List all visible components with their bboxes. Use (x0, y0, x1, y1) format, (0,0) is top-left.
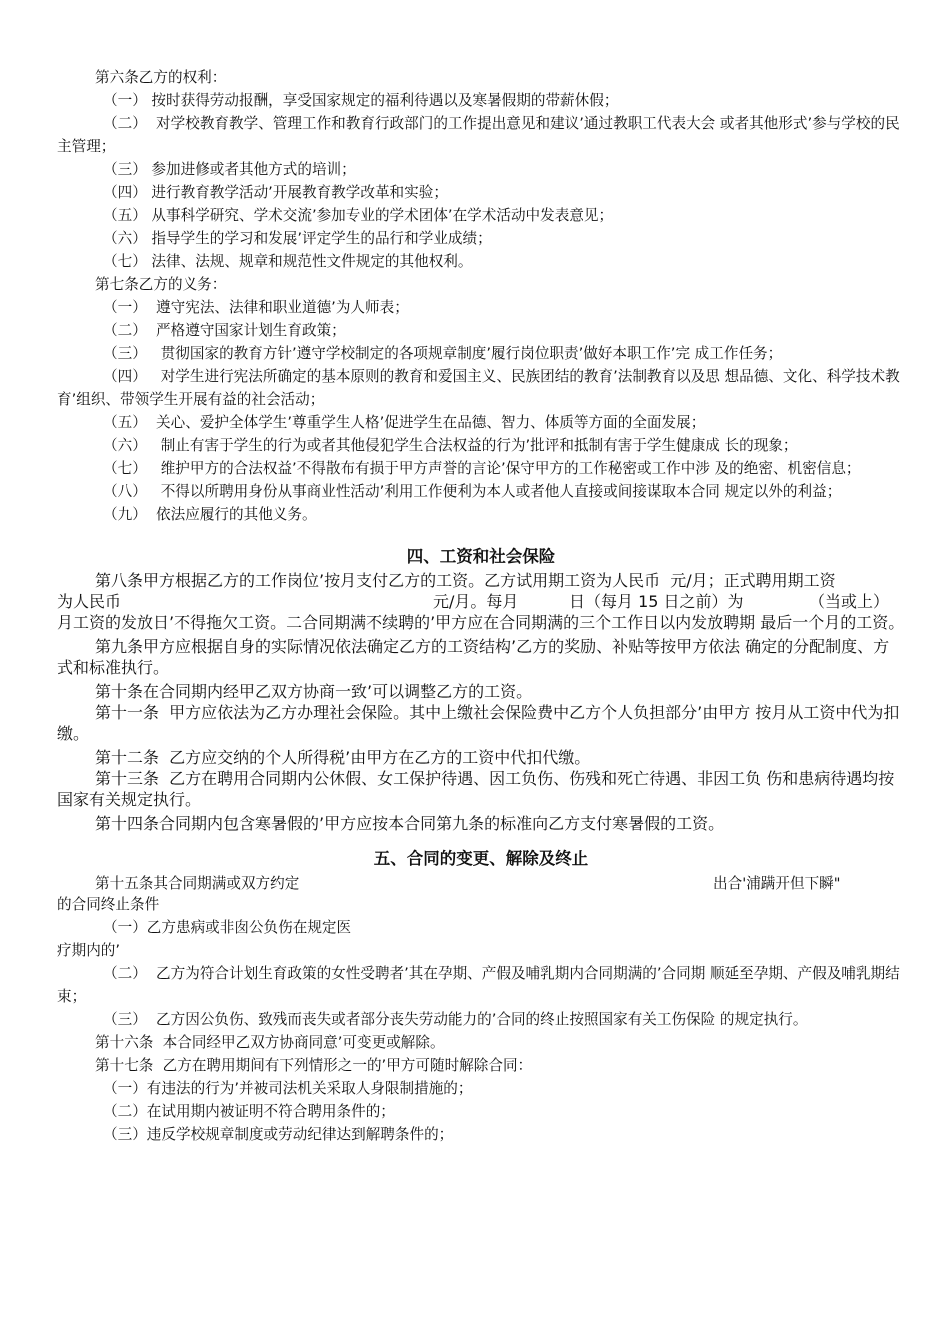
article-15-item-2: （二） 乙方为符合计划生育政策的女性受聘者’其在孕期、产假及哺乳期内合同期满的’合同期 顺延至孕期、产假及哺乳期结束； (57, 965, 900, 1005)
article-6-item-1: （一） 按时获得劳动报酬，享受国家规定的福利待遇以及寒暑假期的带薪休假； (103, 92, 619, 109)
article-7-item-5: （五） 关心、爱护全体学生’尊重学生人格’促进学生在品德、智力、体质等方面的全面发展； (103, 414, 706, 431)
article-7-item-1: （一） 遵守宪法、法律和职业道德’为人师表； (103, 299, 409, 316)
article-8-payday-label: 日（每月 15 日之前）为 (569, 592, 744, 611)
article-6-item-6: （六） 指导学生的学习和发展’评定学生的品行和学业成绩； (103, 230, 492, 247)
article-17-item-3: （三）违反学校规章制度或劳动纪律达到解聘条件的； (103, 1126, 454, 1143)
article-15-item-1: （一）乙方患病或非囱公负伤在规定医疗期内的’ (57, 919, 352, 959)
article-16: 第十六条 本合同经甲乙双方协商同意’可变更或解除。 (95, 1034, 445, 1051)
article-7-item-3: （三） 贯彻国家的教育方针’遵守学校制定的各项规章制度’履行岗位职责’做好本职工作’完 成工作任务； (103, 345, 783, 362)
article-7-item-2: （二） 严格遵守国家计划生育政策； (103, 322, 346, 339)
article-15-item-3: （三） 乙方因公负伤、致残而丧失或者部分丧失劳动能力的’合同的终止按照国家有关工伤保险 的规定执行。 (103, 1011, 808, 1028)
article-15-garbled-text: 出合'浦蹒开但下瞬" (713, 875, 841, 892)
article-8-line-1: 第八条甲方根据乙方的工作岗位’按月支付乙方的工资。乙方试用期工资为人民币 元/月；正式聘用期工资 (95, 571, 836, 590)
article-15-text: 第十五条其合同期满或双方约定 (95, 875, 300, 892)
article-14: 第十四条合同期内包含寒暑假的’甲方应按本合同第九条的标准向乙方支付寒暑假的工资。 (95, 814, 725, 833)
article-6-item-2: （二） 对学校教育教学、管理工作和教育行政部门的工作提出意见和建议’通过教职工代表大会 或者其他形式’参与学校的民主管理； (57, 115, 900, 155)
document-page (57, 66, 905, 1146)
article-8-currency-label: 为人民币 (57, 592, 122, 611)
article-7-item-4: （四） 对学生进行宪法所确定的基本原则的教育和爱国主义、民族团结的教育’法制教育以及思 想品德、文化、科学技术教育’组织、带领学生开展有益的社会活动； (57, 368, 900, 408)
article-7-title: 第七条乙方的义务： (95, 276, 227, 293)
article-17-item-1: （一）有违法的行为’并被司法机关采取人身限制措施的； (103, 1080, 473, 1097)
article-8-month-choice: （当或上） (809, 592, 890, 611)
section-heading-contract-changes: 五、合同的变更、解除及终止 (373, 849, 589, 868)
article-6-item-5: （五） 从事科学研究、学术交流’参加专业的学术团体’在学术活动中发表意见； (103, 207, 614, 224)
article-7-item-9: （九） 依法应履行的其他义务。 (103, 506, 317, 523)
article-6-item-3: （三） 参加进修或者其他方式的培训； (103, 161, 356, 178)
article-10: 第十条在合同期内经甲乙双方协商一致’可以调整乙方的工资。 (95, 682, 533, 701)
article-13: 第十三条 乙方在聘用合同期内公休假、女工保护待遇、因工负伤、伤残和死亡待遇、非因工负 伤和患病待遇均按国家有关规定执行。 (57, 769, 895, 809)
article-7-item-6: （六） 制止有害于学生的行为或者其他侵犯学生合法权益的行为’批评和抵制有害于学生健康成 长的现象； (103, 437, 798, 454)
article-6-item-4: （四） 进行教育教学活动’开展教育教学改革和实验； (103, 184, 448, 201)
article-8-rest: 月工资的发放日’不得拖欠工资。二合同期满不续聘的’甲方应在合同期满的三个工作日以内发放聘期 最后一个月的工资。 (57, 613, 905, 632)
section-heading-wages: 四、工资和社会保险 (406, 547, 556, 566)
article-11: 第十一条 甲方应依法为乙方办理社会保险。其中上缴社会保险费中乙方个人负担部分’由甲方 按月从工资中代为扣缴。 (57, 703, 900, 743)
article-8-line-2 (57, 591, 905, 612)
article-6-title: 第六条乙方的权利： (95, 69, 227, 86)
article-17-item-2: （二）在试用期内被证明不符合聘用条件的； (103, 1103, 395, 1120)
article-17: 第十七条 乙方在聘用期间有下列情形之一的’甲方可随时解除合同： (95, 1057, 533, 1074)
article-7-item-7: （七） 维护甲方的合法权益’不得散布有损于甲方声誉的言论’保守甲方的工作秘密或工作中涉 及的绝密、机密信息； (103, 460, 861, 477)
article-15-line-1 (57, 872, 905, 893)
article-12: 第十二条 乙方应交纳的个人所得税’由甲方在乙方的工资中代扣代缴。 (95, 748, 591, 767)
article-6-item-7: （七） 法律、法规、规章和规范性文件规定的其他权利。 (103, 253, 473, 270)
article-8-monthly-label: 元/月。每月 (433, 592, 519, 611)
article-15-line-2: 的合同终止条件 (57, 896, 160, 913)
article-9: 第九条甲方应根据自身的实际情况依法确定乙方的工资结构’乙方的奖励、补贴等按甲方依法 确定的分配制度、方式和标准执行。 (57, 637, 890, 677)
article-7-item-8: （八） 不得以所聘用身份从事商业性活动’利用工作便利为本人或者他人直接或间接谋取本合同 规定以外的利益； (103, 483, 842, 500)
